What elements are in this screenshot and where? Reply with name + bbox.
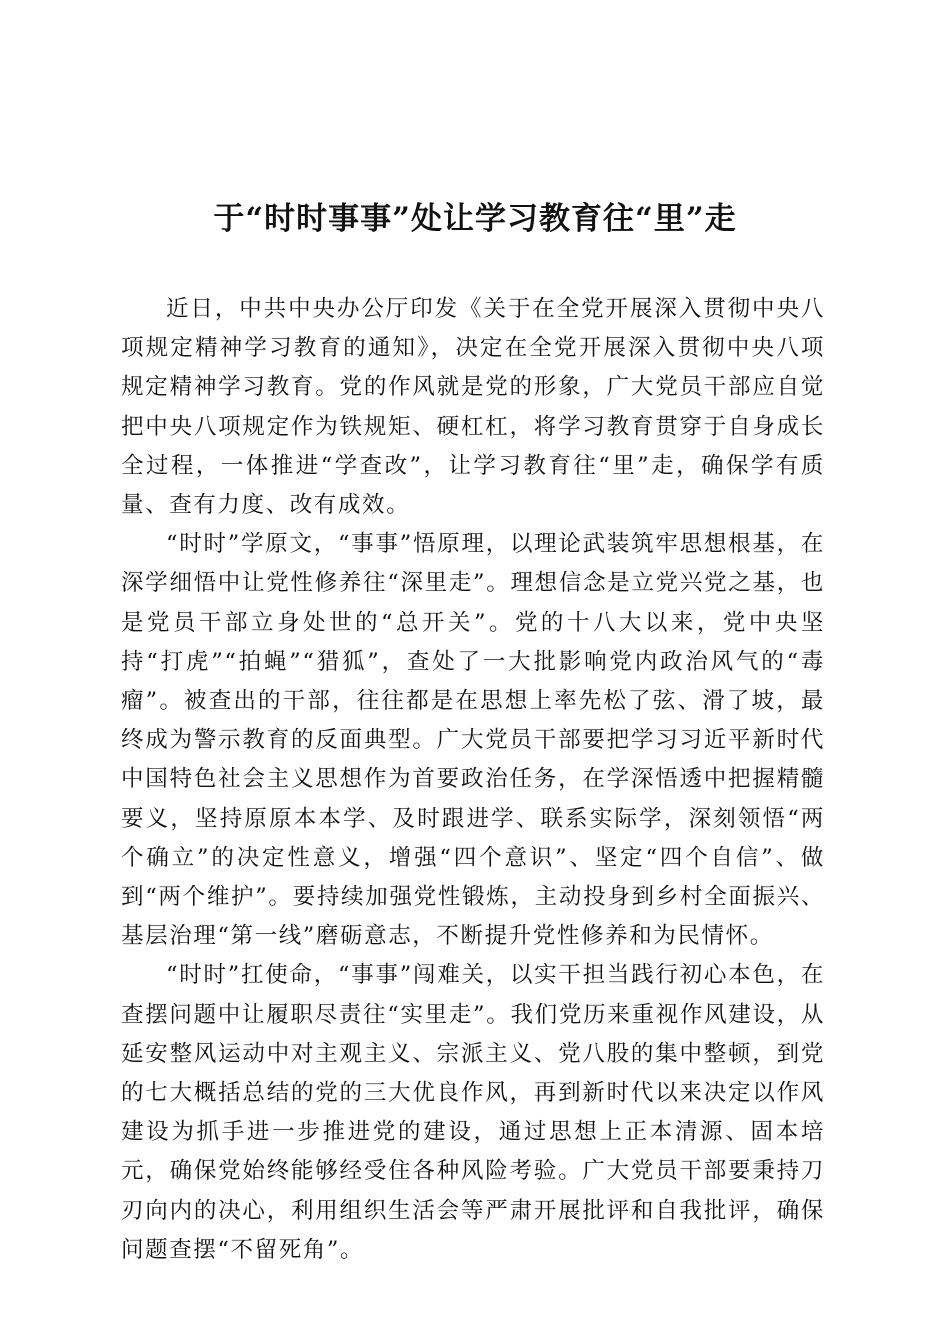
document-title: 于“时时事事”处让学习教育往“里”走 bbox=[213, 201, 737, 237]
paragraph-2: “时时”学原文，“事事”悟原理，以理论武装筑牢思想根基，在深学细悟中让党性修养往“深里走”。理想信念是立党兴党之基，也是党员干部立身处世的“总开关”。党的十八大以来，党中央坚持“打虎”“拍蝇”“猎狐”，查处了一大批影响党内政治风气的“毒瘤”。被查出的干部，往往都是在思想上率先松了弦、滑了坡，最终成为警示教育的反面典型。广大党员干部要把学习习近平新时代中国特色社会主义思想作为首要政治任务，在学深悟透中把握精髓要义，坚持原原本本学、及时跟进学、联系实际学，深刻领悟“两个确立”的决定性意义，增强“四个意识”、坚定“四个自信”、做到“两个维护”。要持续加强党性锻炼，主动投身到乡村全面振兴、基层治理“第一线”磨砺意志，不断提升党性修养和为民情怀。 bbox=[121, 531, 825, 950]
paragraph-3: “时时”扛使命，“事事”闯难关，以实干担当践行初心本色，在查摆问题中让履职尽责往“实里走”。我们党历来重视作风建设，从延安整风运动中对主观主义、宗派主义、党八股的集中整顿，到党的七大概括总结的党的三大优良作风，再到新时代以来决定以作风建设为抓手进一步推进党的建设，通过思想上正本清源、固本培元，确保党始终能够经受住各种风险考验。广大党员干部要秉持刀刃向内的决心，利用组织生活会等严肃开展批评和自我批评，确保问题查摆“不留死角”。 bbox=[121, 962, 825, 1263]
paragraph-1: 近日，中共中央办公厅印发《关于在全党开展深入贯彻中央八项规定精神学习教育的通知》，决定在全党开展深入贯彻中央八项规定精神学习教育。党的作风就是党的形象，广大党员干部应自觉把中央八项规定作为铁规矩、硬杠杠，将学习教育贯穿于自身成长全过程，一体推进“学查改”，让学习教育往“里”走，确保学有质量、查有力度、改有成效。 bbox=[121, 296, 825, 519]
document-body bbox=[121, 290, 825, 1270]
